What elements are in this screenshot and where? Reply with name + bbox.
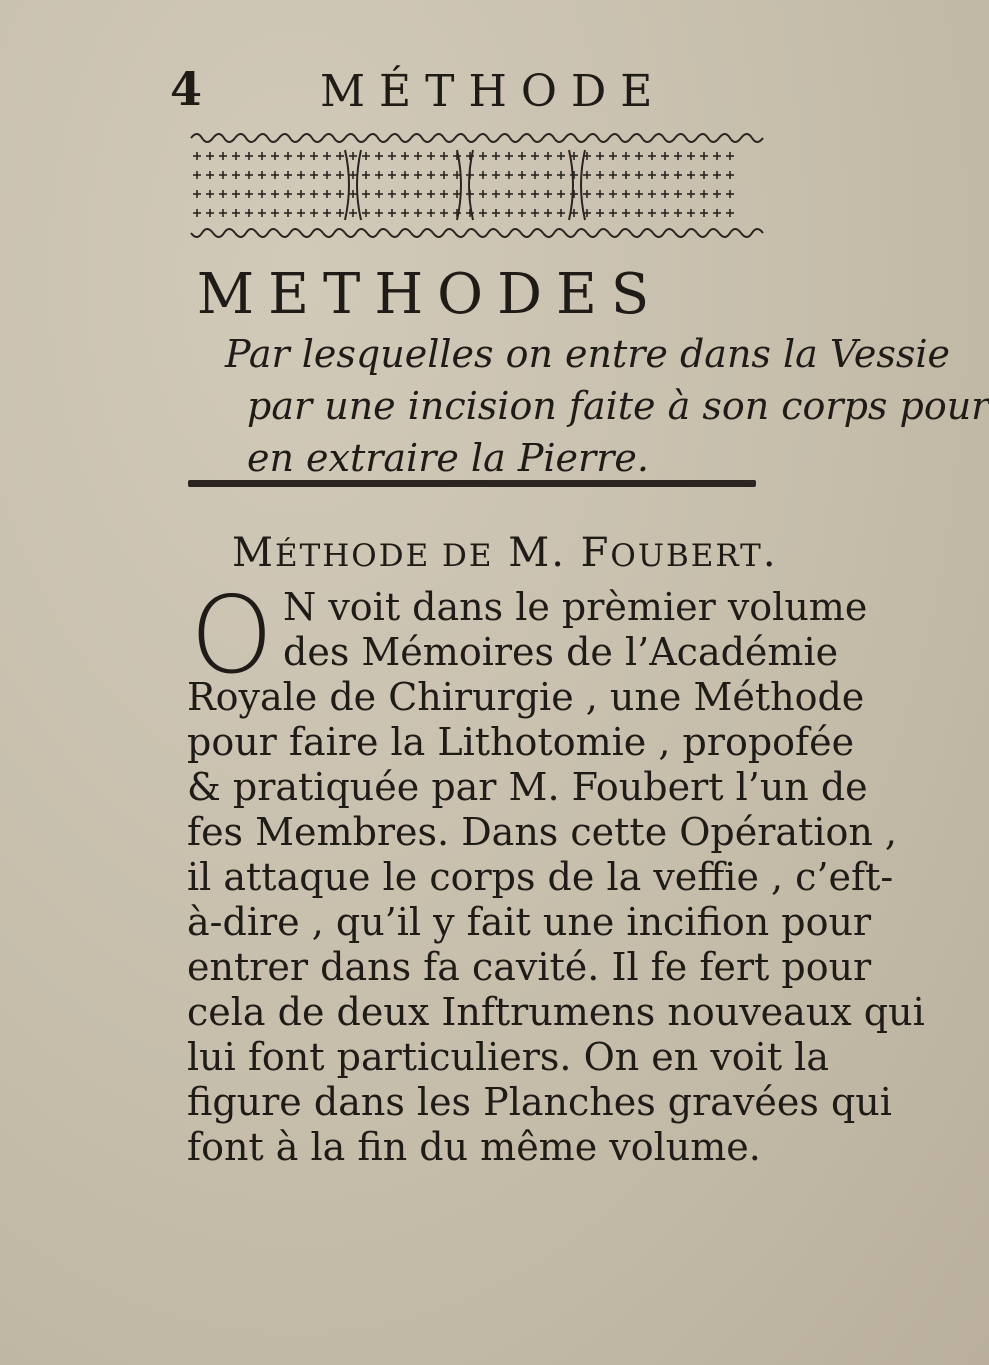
method-heading-lead: M xyxy=(232,530,275,576)
text-line: à-dire , qu’il y fait une incifion pour xyxy=(187,900,872,944)
ornament-mark xyxy=(433,134,455,142)
ornament-mark xyxy=(609,229,631,237)
text-line: lui font particuliers. On en voit la xyxy=(187,1035,829,1079)
ornament-mark xyxy=(345,229,367,237)
ornament-mark xyxy=(213,229,235,237)
ornament-mark xyxy=(257,134,279,142)
ornament-mark xyxy=(521,229,543,237)
ornament-mark xyxy=(389,229,411,237)
ornament-mark xyxy=(357,150,361,220)
ornament-mark xyxy=(191,134,213,142)
ornament-mark xyxy=(455,134,477,142)
ornament-mark xyxy=(213,134,235,142)
ornament-mark xyxy=(279,229,301,237)
ornament-mark xyxy=(367,134,389,142)
subtitle-line: Par lesquelles on entre dans la Vessie xyxy=(225,332,950,376)
ornament-mark xyxy=(411,229,433,237)
ornament-mark xyxy=(741,134,763,142)
ornament-mark xyxy=(587,229,609,237)
running-head xyxy=(170,62,730,122)
ornament-mark xyxy=(565,134,587,142)
ornament-mark xyxy=(235,229,257,237)
text-line: cela de deux Inftrumens nouveaux qui xyxy=(187,990,925,1034)
ornament-mark xyxy=(389,134,411,142)
text-line: des Mémoires de l’Académie xyxy=(283,630,839,674)
ornament-mark xyxy=(477,229,499,237)
ornament-mark xyxy=(477,134,499,142)
section-heading xyxy=(0,262,800,327)
text-line: N voit dans le prèmier volume xyxy=(283,585,868,629)
text-line: font à la fin du même volume. xyxy=(187,1125,761,1169)
ornament-mark xyxy=(499,229,521,237)
ornament-mark xyxy=(345,134,367,142)
ornament-mark xyxy=(455,229,477,237)
ornament-mark xyxy=(543,229,565,237)
drop-cap: O xyxy=(190,574,274,697)
running-title: MÉTHODE xyxy=(320,66,667,117)
text-line: Royale de Chirurgie , une Méthode xyxy=(187,675,865,719)
section-subtitle xyxy=(225,328,989,484)
text-line: figure dans les Planches gravées qui xyxy=(187,1080,892,1124)
ornament-band xyxy=(185,128,745,243)
text-line: pour faire la Lithotomie , propofée xyxy=(187,720,855,764)
ornament-mark xyxy=(323,134,345,142)
ornament-pattern xyxy=(191,134,763,237)
method-heading-rest: M. F xyxy=(493,530,611,576)
horizontal-rule xyxy=(188,480,756,487)
subtitle-line: en extraire la Pierre. xyxy=(247,436,649,480)
ornament-mark xyxy=(499,134,521,142)
ornament-mark xyxy=(323,229,345,237)
text-line: fes Membres. Dans cette Opération , xyxy=(187,810,897,854)
method-heading-small2: OUBERT xyxy=(610,538,763,574)
ornament-mark xyxy=(279,134,301,142)
ornament-mark xyxy=(433,229,455,237)
ornament-mark xyxy=(543,134,565,142)
ornament-mark xyxy=(367,229,389,237)
text-line: entrer dans fa cavité. Il fe fert pour xyxy=(187,945,872,989)
ornament-mark xyxy=(719,134,741,142)
ornament-mark xyxy=(719,229,741,237)
ornament-mark xyxy=(631,134,653,142)
ornament-mark xyxy=(675,134,697,142)
ornament-mark xyxy=(235,134,257,142)
ornament-mark xyxy=(631,229,653,237)
ornament-mark xyxy=(653,229,675,237)
method-heading-end: . xyxy=(762,530,778,576)
text-line: & pratiquée par M. Foubert l’un de xyxy=(187,765,868,809)
ornament-mark xyxy=(741,229,763,237)
section-title: METHODES xyxy=(196,262,664,327)
text-line: il attaque le corps de la veffie , c’eft- xyxy=(187,855,894,899)
ornament-mark xyxy=(581,150,585,220)
ornament-mark xyxy=(301,134,323,142)
ornament-mark xyxy=(697,229,719,237)
ornament-mark xyxy=(191,229,213,237)
ornament-mark xyxy=(411,134,433,142)
ornament-mark xyxy=(521,134,543,142)
ornament-mark xyxy=(653,134,675,142)
ornament-mark xyxy=(301,229,323,237)
ornament-mark xyxy=(569,150,573,220)
ornament-mark xyxy=(609,134,631,142)
ornament-mark xyxy=(587,134,609,142)
ornament-mark xyxy=(565,229,587,237)
ornament-mark xyxy=(257,229,279,237)
ornament-mark xyxy=(345,150,349,220)
ornament-mark xyxy=(697,134,719,142)
method-heading xyxy=(232,530,778,576)
body-paragraph xyxy=(187,574,925,1170)
subtitle-line: par une incision faite à son corps pour xyxy=(247,384,989,428)
method-heading-small: ÉTHODE DE xyxy=(274,538,494,574)
page-number: 4 xyxy=(170,62,203,116)
ornament-mark xyxy=(675,229,697,237)
